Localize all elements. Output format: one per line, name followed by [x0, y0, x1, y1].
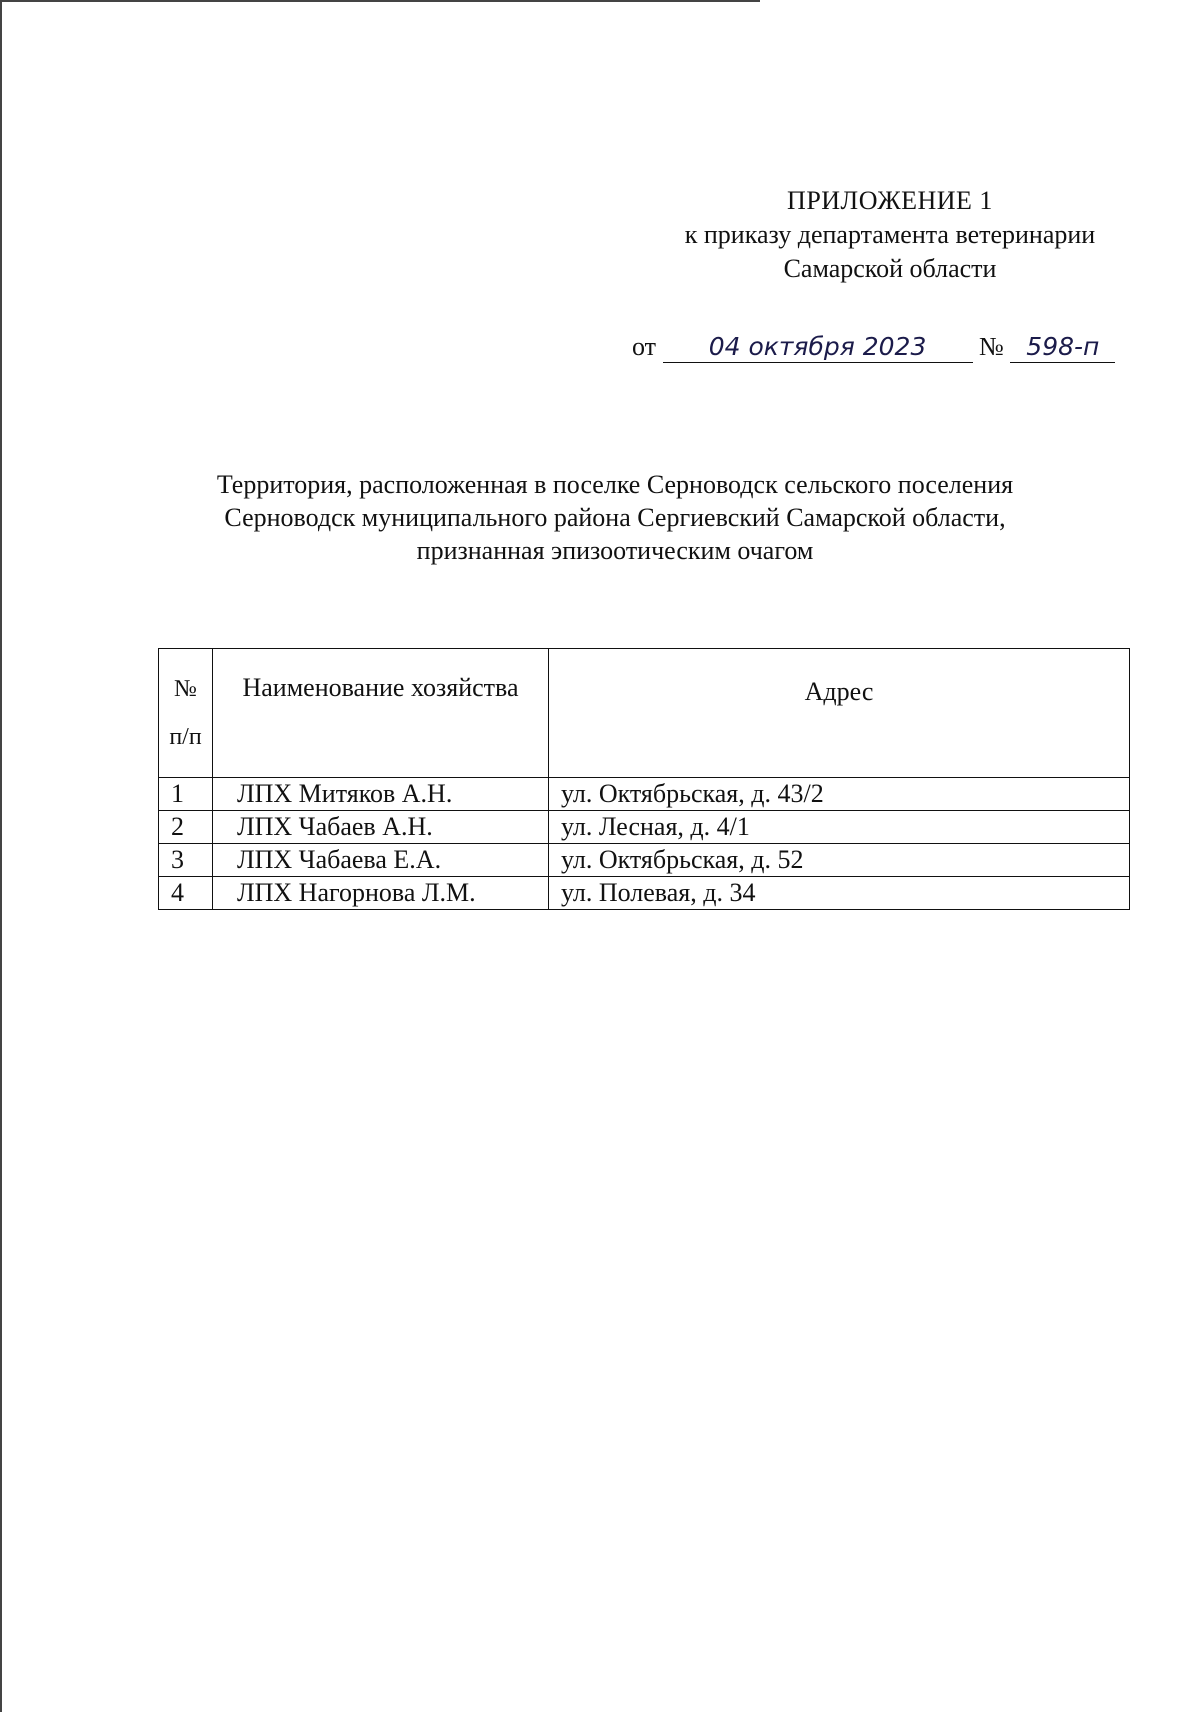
- annex-title: ПРИЛОЖЕНИЕ 1: [787, 186, 993, 215]
- scan-edge-left: [0, 0, 2, 1712]
- number-label: №: [979, 332, 1004, 361]
- header-number-sign: №: [174, 676, 197, 702]
- document-heading: [140, 468, 1090, 567]
- row-address: ул. Октябрьская, д. 43/2: [549, 778, 1130, 811]
- header-number-abbr: п/п: [169, 724, 202, 750]
- heading-line-1: Территория, расположенная в поселке Серноводск сельского поселения: [216, 470, 1014, 499]
- table-header-row: [159, 649, 1130, 778]
- annex-line-region: Самарской области: [783, 254, 997, 283]
- row-farm-name: ЛПХ Митяков А.Н.: [213, 778, 549, 811]
- annex-line-order: к приказу департамента ветеринарии: [684, 220, 1096, 249]
- order-date-line: [632, 330, 1132, 364]
- row-farm-name: ЛПХ Нагорнова Л.М.: [213, 877, 549, 910]
- header-address: Адрес: [549, 649, 1130, 778]
- row-number: 1: [159, 778, 213, 811]
- farms-table: [158, 648, 1130, 910]
- row-address: ул. Полевая, д. 34: [549, 877, 1130, 910]
- header-farm-name: Наименование хозяйства: [213, 649, 549, 778]
- heading-line-2: Серноводск муниципального района Сергиевский Самарской области,: [224, 503, 1006, 532]
- heading-line-3: признанная эпизоотическим очагом: [416, 536, 814, 565]
- row-number: 3: [159, 844, 213, 877]
- handwritten-number: 598-п: [1010, 332, 1115, 363]
- handwritten-date: 04 октября 2023: [663, 332, 973, 363]
- row-number: 2: [159, 811, 213, 844]
- table-row: [159, 844, 1130, 877]
- row-address: ул. Лесная, д. 4/1: [549, 811, 1130, 844]
- row-farm-name: ЛПХ Чабаева Е.А.: [213, 844, 549, 877]
- table-row: [159, 877, 1130, 910]
- table-row: [159, 778, 1130, 811]
- table-row: [159, 811, 1130, 844]
- row-farm-name: ЛПХ Чабаев А.Н.: [213, 811, 549, 844]
- annex-block: [640, 184, 1140, 286]
- row-number: 4: [159, 877, 213, 910]
- row-address: ул. Октябрьская, д. 52: [549, 844, 1130, 877]
- scan-edge-top: [0, 0, 760, 2]
- header-number: [159, 649, 213, 778]
- from-label: от: [632, 332, 657, 361]
